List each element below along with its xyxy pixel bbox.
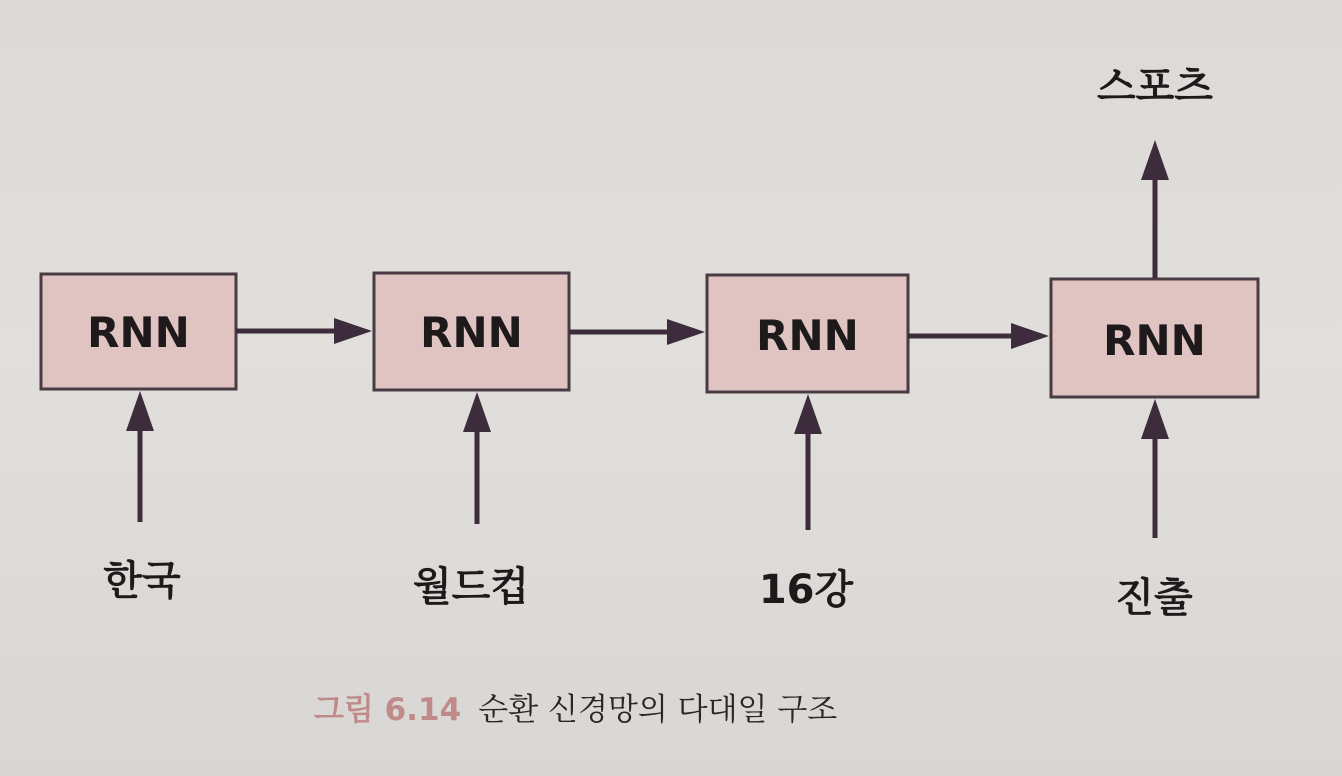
input-arrow-1 bbox=[126, 391, 154, 522]
arrow-head bbox=[1141, 399, 1169, 439]
arrow-head bbox=[667, 319, 705, 345]
caption-figure-number: 그림 6.14 bbox=[314, 692, 462, 728]
arrow-head bbox=[794, 394, 822, 434]
arrow-node2-to-node3 bbox=[569, 319, 705, 345]
figure-caption bbox=[314, 692, 837, 728]
input-arrow-3 bbox=[794, 394, 822, 530]
rnn-node-label: RNN bbox=[420, 308, 523, 357]
rnn-node-2 bbox=[374, 273, 569, 390]
arrow-node1-to-node2 bbox=[236, 318, 372, 344]
input-label-3: 16강 bbox=[758, 567, 854, 613]
arrow-head bbox=[463, 392, 491, 432]
arrow-head bbox=[1011, 323, 1049, 349]
arrow-head bbox=[334, 318, 372, 344]
rnn-node-4 bbox=[1051, 279, 1258, 397]
input-arrow-2 bbox=[463, 392, 491, 524]
caption-description: 순환 신경망의 다대일 구조 bbox=[478, 692, 838, 728]
input-label-4: 진출 bbox=[1115, 575, 1193, 621]
rnn-node-label: RNN bbox=[1103, 316, 1206, 365]
input-arrow-4 bbox=[1141, 399, 1169, 538]
rnn-node-1 bbox=[41, 274, 236, 389]
rnn-node-label: RNN bbox=[87, 308, 190, 357]
output-arrow bbox=[1141, 140, 1169, 278]
rnn-node-label: RNN bbox=[756, 311, 859, 360]
input-label-2: 월드컵 bbox=[413, 564, 529, 610]
rnn-node-3 bbox=[707, 275, 908, 392]
arrow-head bbox=[126, 391, 154, 431]
arrow-node3-to-node4 bbox=[908, 323, 1049, 349]
input-label-1: 한국 bbox=[103, 558, 181, 604]
output-label: 스포츠 bbox=[1097, 64, 1213, 110]
arrow-head bbox=[1141, 140, 1169, 180]
